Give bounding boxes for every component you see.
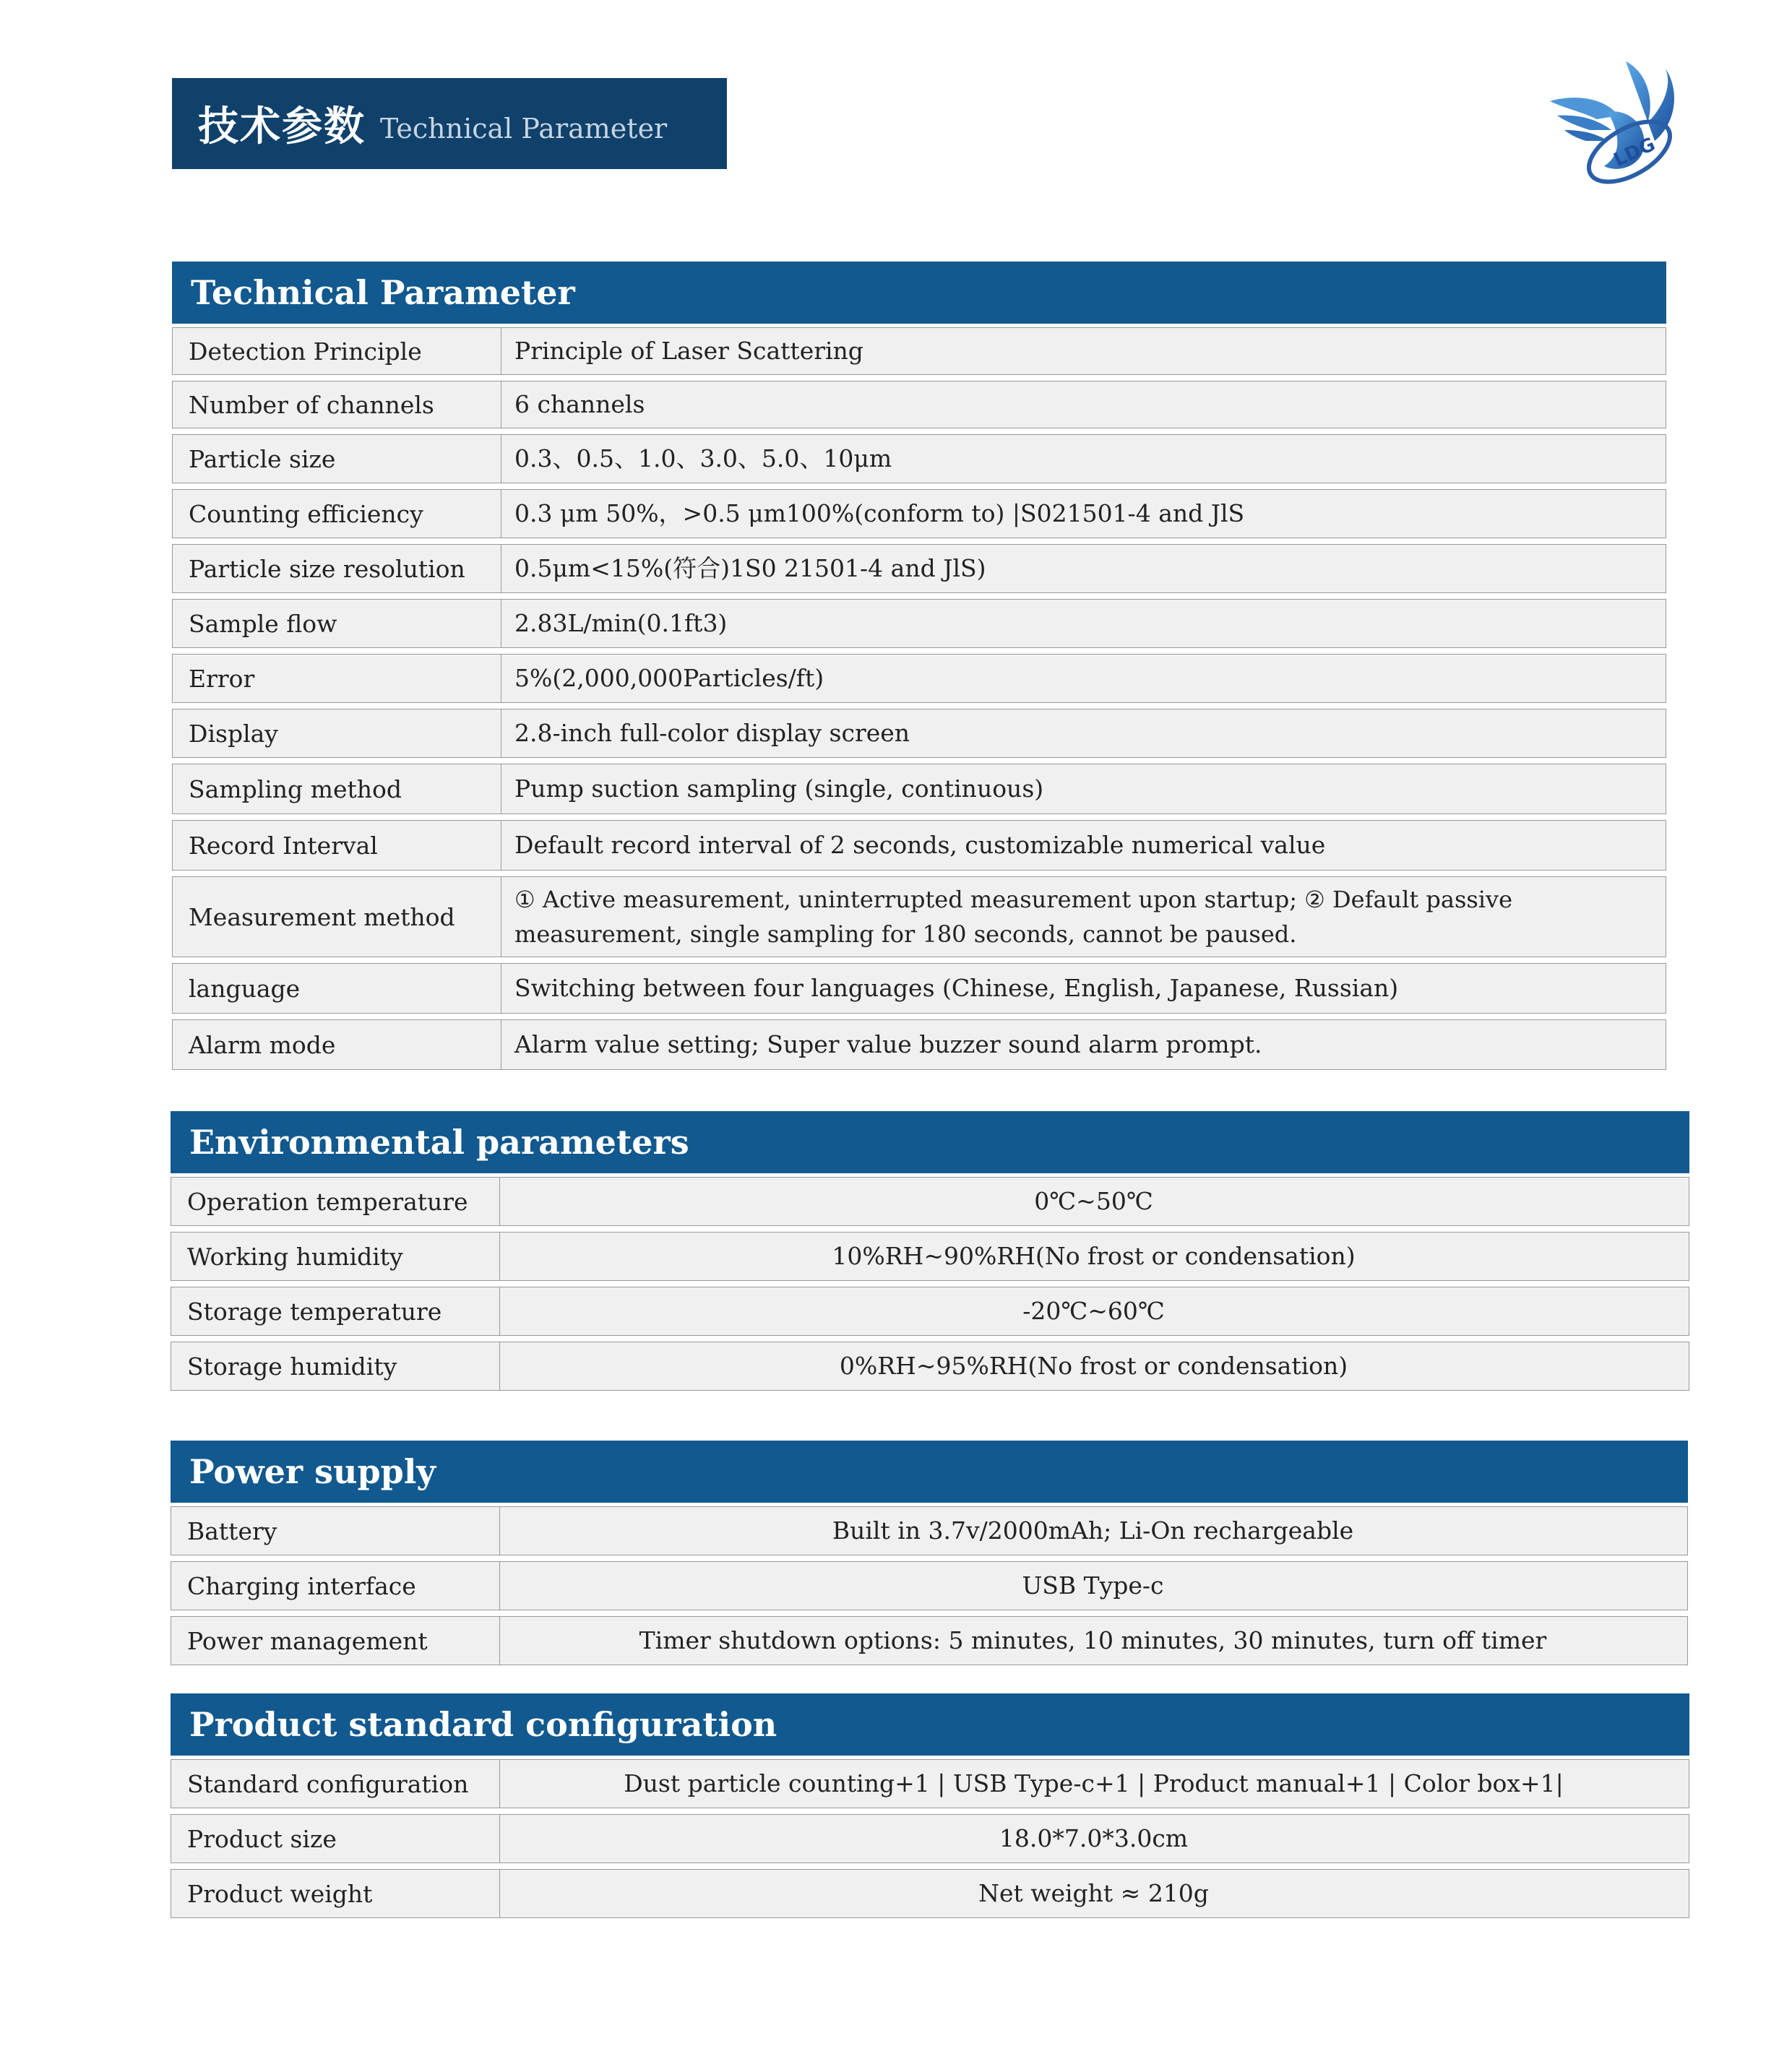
row-label: Counting efficiency xyxy=(173,490,501,538)
table-row xyxy=(171,1561,1688,1610)
table-row xyxy=(171,1506,1688,1555)
row-label: Operation temperature xyxy=(171,1178,500,1225)
page-title-chinese: 技术参数 xyxy=(198,103,366,150)
section-title: Environmental parameters xyxy=(171,1111,1689,1173)
table-row xyxy=(171,1616,1688,1665)
table-row xyxy=(172,327,1666,375)
row-value: Switching between four languages (Chinese, English, Japanese, Russian) xyxy=(514,974,1399,1002)
table-row xyxy=(172,876,1666,957)
row-value: Default record interval of 2 seconds, customizable numerical value xyxy=(514,831,1326,859)
row-label: Standard configuration xyxy=(171,1760,500,1808)
table-row xyxy=(171,1759,1689,1808)
row-value: Pump suction sampling (single, continuous) xyxy=(514,774,1044,803)
row-value: Timer shutdown options: 5 minutes, 10 minutes, 30 minutes, turn off timer xyxy=(639,1626,1547,1654)
row-value: 10%RH~90%RH(No frost or condensation) xyxy=(832,1242,1356,1270)
row-value: 0.3、0.5、1.0、3.0、5.0、10μm xyxy=(514,444,892,472)
table-row xyxy=(172,544,1666,593)
table-row xyxy=(171,1177,1689,1226)
row-label: Working humidity xyxy=(171,1233,500,1280)
table-row xyxy=(172,820,1666,871)
table-row xyxy=(172,709,1666,758)
row-label: Error xyxy=(173,655,501,702)
row-label: Power management xyxy=(171,1617,500,1665)
eagle-logo-icon xyxy=(1546,58,1684,191)
row-value: Dust particle counting+1 | USB Type-c+1 | Product manual+1 | Color box+1| xyxy=(624,1769,1564,1797)
svg-text:LDG: LDG xyxy=(1610,133,1659,172)
table-row xyxy=(172,434,1666,483)
row-value: 2.8-inch full-color display screen xyxy=(514,719,910,747)
row-label: Product size xyxy=(171,1815,500,1862)
table-row xyxy=(172,963,1666,1014)
row-value: Net weight ≈ 210g xyxy=(978,1879,1209,1907)
row-label: Storage humidity xyxy=(171,1342,500,1390)
row-label: Charging interface xyxy=(171,1562,500,1610)
section-title: Product standard configuration xyxy=(171,1693,1689,1756)
table-row xyxy=(171,1287,1689,1336)
section-title: Power supply xyxy=(171,1441,1688,1503)
row-value: 0.3 μm 50%，>0.5 μm100%(conform to) |S021501-4 and JlS xyxy=(514,499,1245,527)
row-value: USB Type-c xyxy=(1022,1571,1164,1600)
table-row xyxy=(171,1869,1689,1918)
row-value: Built in 3.7v/2000mAh; Li-On rechargeable xyxy=(832,1516,1354,1545)
table-row xyxy=(171,1232,1689,1281)
row-value: 2.83L/min(0.1ft3) xyxy=(514,609,728,637)
row-label: Alarm mode xyxy=(173,1020,501,1069)
table-row xyxy=(172,489,1666,538)
row-value: 0%RH~95%RH(No frost or condensation) xyxy=(839,1352,1348,1380)
row-label: Particle size xyxy=(173,435,501,483)
product-configuration-section xyxy=(171,1693,1689,1924)
page-title-english: Technical Parameter xyxy=(380,113,668,144)
row-label: Particle size resolution xyxy=(173,545,501,592)
row-label: Number of channels xyxy=(173,381,501,428)
environmental-parameters-section xyxy=(171,1111,1689,1397)
row-label: Product weight xyxy=(171,1870,500,1917)
row-value: 5%(2,000,000Particles/ft) xyxy=(514,664,824,692)
row-value: 0℃~50℃ xyxy=(1034,1187,1153,1215)
row-value: 18.0*7.0*3.0cm xyxy=(999,1824,1189,1852)
row-value: ① Active measurement, uninterrupted measurement upon startup; ② Default passive measurement, single sampling for 180 seconds, cannot be paused. xyxy=(514,886,1513,948)
row-value: 0.5μm<15%(符合)1S0 21501-4 and JlS) xyxy=(514,554,986,582)
row-value: -20℃~60℃ xyxy=(1022,1297,1165,1325)
row-label: Display xyxy=(173,709,501,757)
table-row xyxy=(172,381,1666,428)
page-title-banner xyxy=(172,78,727,169)
table-row xyxy=(171,1342,1689,1391)
table-row xyxy=(172,599,1666,648)
row-label: Sample flow xyxy=(173,600,501,647)
table-row xyxy=(172,654,1666,703)
row-value: 6 channels xyxy=(514,390,645,418)
row-value: Principle of Laser Scattering xyxy=(514,337,863,365)
row-label: Record Interval xyxy=(173,821,501,870)
row-label: Storage temperature xyxy=(171,1287,500,1335)
section-title: Technical Parameter xyxy=(172,262,1666,324)
table-row xyxy=(172,1019,1666,1070)
row-label: Battery xyxy=(171,1507,500,1555)
technical-parameter-section xyxy=(172,262,1666,1076)
table-row xyxy=(172,764,1666,814)
row-label: Measurement method xyxy=(173,877,501,957)
power-supply-section xyxy=(171,1441,1688,1671)
row-label: Detection Principle xyxy=(173,328,501,374)
row-value: Alarm value setting; Super value buzzer sound alarm prompt. xyxy=(514,1030,1262,1058)
row-label: Sampling method xyxy=(173,764,501,813)
row-label: language xyxy=(173,964,501,1013)
table-row xyxy=(171,1814,1689,1863)
